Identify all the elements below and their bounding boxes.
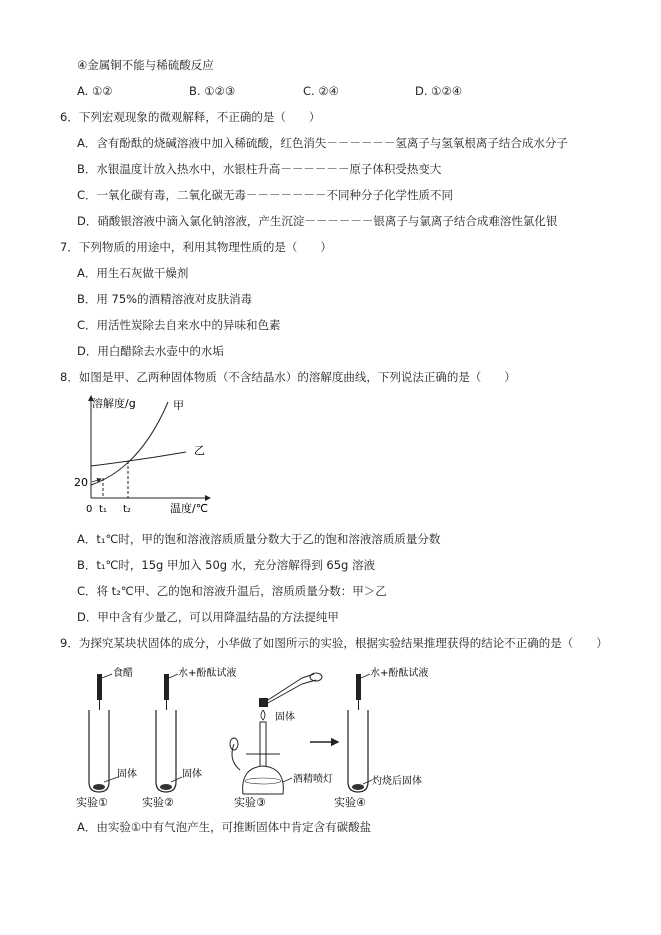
q5-option-b[interactable]: B. ①②③ — [189, 84, 236, 98]
origin-label: 0 — [86, 504, 93, 515]
q6-option-a[interactable]: A．含有酚酞的烧碱溶液中加入稀硫酸，红色消失－－－－－－氢离子与氢氧根离子结合成水分子 — [77, 136, 568, 150]
curve-yi-label: 乙 — [194, 444, 205, 457]
q5-option-c[interactable]: C. ②④ — [303, 84, 339, 98]
exp2-solid-label: 固体 — [182, 769, 202, 780]
y-axis-label: 溶解度/g — [92, 397, 136, 410]
q7-option-a[interactable]: A．用生石灰做干燥剂 — [77, 266, 189, 280]
test-tube-4 — [348, 710, 368, 792]
q6-option-c[interactable]: C．一氧化碳有毒，二氧化碳无毒－－－－－－－不同种分子化学性质不同 — [77, 188, 454, 202]
dropper-1 — [97, 674, 102, 700]
dropper-4 — [356, 674, 361, 700]
q8-option-d[interactable]: D．甲中含有少量乙，可以用降温结晶的方法提纯甲 — [77, 610, 339, 624]
curve-jia-label: 甲 — [173, 399, 184, 412]
exp4-reagent-label: 水+酚酞试液 — [370, 668, 429, 679]
q6-option-d[interactable]: D．硝酸银溶液中滴入氯化钠溶液，产生沉淀－－－－－－银离子与氯离子结合成难溶性氯化银 — [77, 214, 558, 228]
exp2-label: 实验② — [142, 796, 174, 809]
solid-sample-3 — [259, 698, 268, 707]
q7-option-c[interactable]: C．用活性炭除去自来水中的异味和色素 — [77, 318, 281, 332]
q7-stem: 7．下列物质的用途中，利用其物理性质的是（ ） — [60, 240, 332, 254]
exp3-label: 实验③ — [234, 796, 266, 809]
x-axis-label: 温度/℃ — [170, 502, 209, 515]
exp4-label: 实验④ — [334, 796, 366, 809]
crucible-tongs — [266, 674, 316, 704]
t2-label: t₂ — [123, 504, 131, 515]
q5-item-4: ④金属铜不能与稀硫酸反应 — [77, 58, 214, 72]
exp3-lamp-label: 酒精喷灯 — [293, 774, 333, 785]
experiment-3 — [230, 673, 333, 809]
q6-option-b[interactable]: B．水银温度计放入热水中，水银柱升高－－－－－－原子体积受热变大 — [77, 162, 442, 176]
q9-stem: 9．为探究某块状固体的成分，小华做了如图所示的实验，根据实验结果推理获得的结论不正确的是（ ） — [60, 636, 608, 650]
experiment-4 — [334, 666, 428, 809]
q7-option-d[interactable]: D．用白醋除去水壶中的水垢 — [77, 344, 224, 358]
curve-jia — [91, 402, 168, 485]
q9-option-a[interactable]: A．由实验①中有气泡产生，可推断固体中肯定含有碳酸盐 — [77, 820, 372, 834]
q8-stem: 8．如图是甲、乙两种固体物质（不含结晶水）的溶解度曲线，下列说法正确的是（ ） — [60, 370, 516, 384]
q8-option-c[interactable]: C．将 t₂℃甲、乙的饱和溶液升温后，溶质质量分数：甲＞乙 — [77, 584, 387, 598]
q8-option-b[interactable]: B．t₁℃时，15g 甲加入 50g 水，充分溶解得到 65g 溶液 — [77, 558, 375, 572]
dropper-2 — [164, 674, 169, 700]
solubility-curve-graph — [70, 388, 220, 518]
burner-tube — [260, 722, 266, 768]
experiment-2 — [142, 666, 236, 809]
experiment-1 — [76, 666, 137, 809]
exp1-solid-label: 固体 — [117, 769, 137, 780]
exp4-solid-label: 灼烧后固体 — [372, 776, 422, 787]
exp1-label: 实验① — [76, 796, 108, 809]
exp3-solid-label: 固体 — [275, 712, 295, 723]
q6-stem: 6．下列宏观现象的微观解释，不正确的是（ ） — [60, 110, 321, 124]
q7-option-b[interactable]: B．用 75%的酒精溶液对皮肤消毒 — [77, 292, 253, 306]
curve-yi — [91, 452, 186, 466]
exp1-reagent-label: 食醋 — [113, 668, 133, 679]
experiment-figure — [70, 660, 470, 812]
alcohol-blast-burner — [243, 766, 284, 794]
t1-label: t₁ — [99, 504, 107, 515]
exp2-reagent-label: 水+酚酞试液 — [178, 668, 237, 679]
y-tick-20: 20 — [74, 476, 88, 489]
q8-option-a[interactable]: A．t₁℃时，甲的饱和溶液溶质质量分数大于乙的饱和溶液溶质质量分数 — [77, 532, 441, 546]
test-tube-2 — [156, 710, 176, 792]
test-tube-1 — [89, 710, 109, 792]
q5-option-a[interactable]: A. ①② — [77, 84, 113, 98]
q5-option-d[interactable]: D. ①②④ — [415, 84, 463, 98]
